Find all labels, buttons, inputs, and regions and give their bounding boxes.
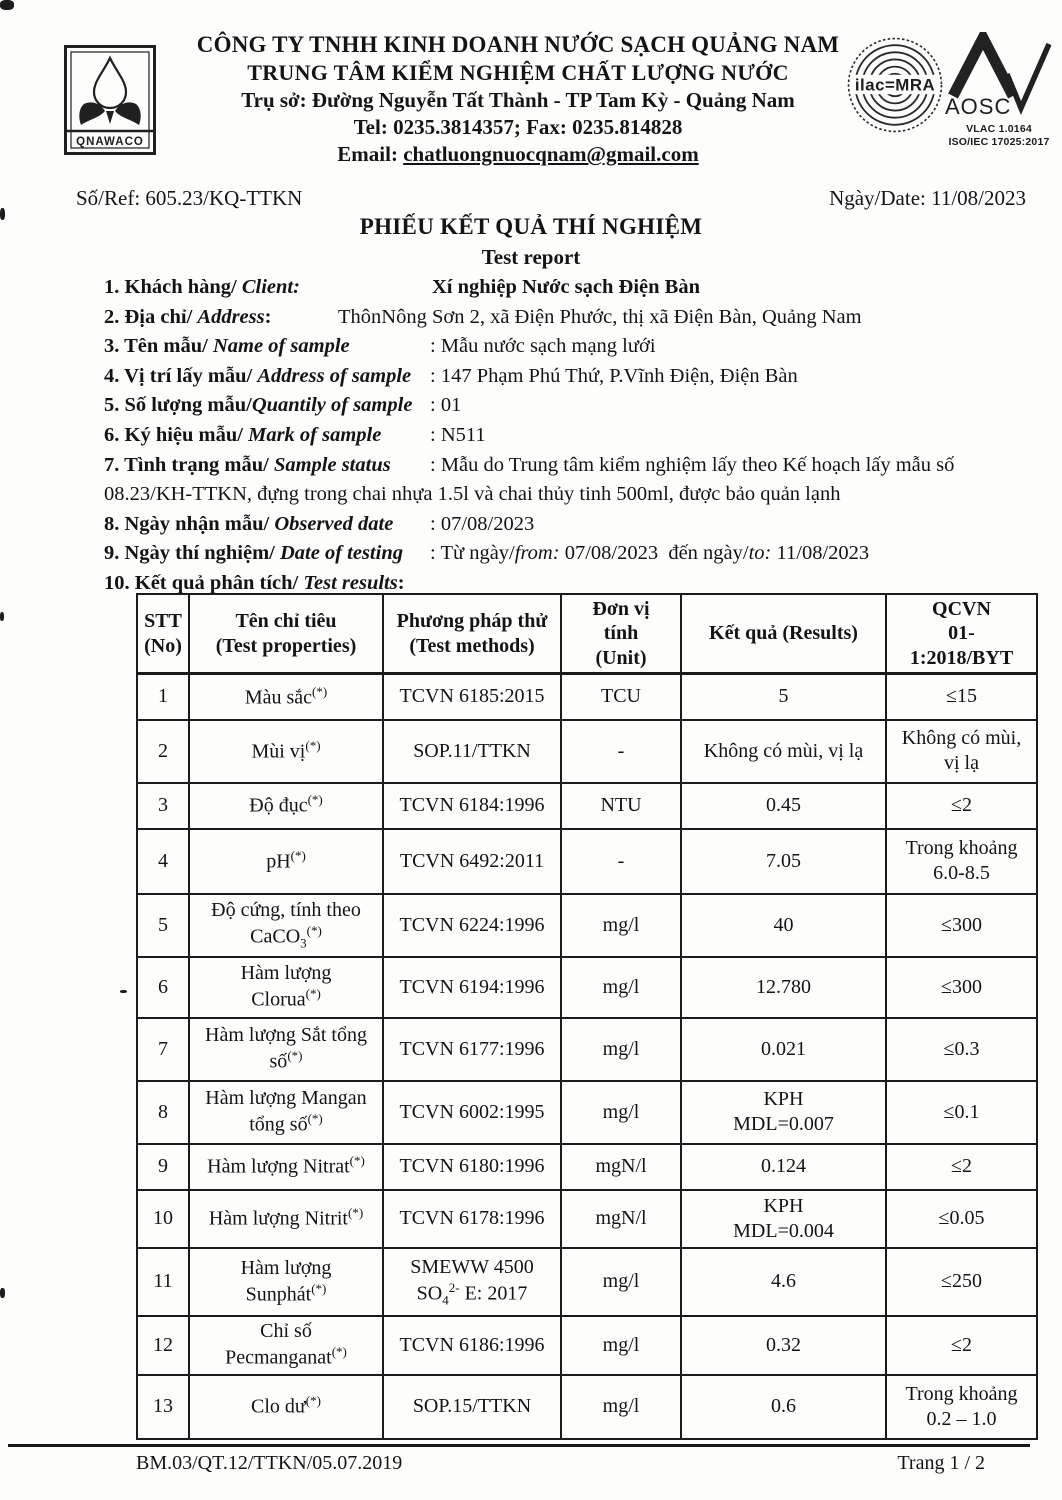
cell-test-property: Hàm lượng Sắt tổng số(*) xyxy=(189,1018,383,1081)
item-label: 7. Tình trạng mẫu/ Sample status xyxy=(104,453,391,476)
cell-result: 7.05 xyxy=(681,829,886,894)
report-title: PHIẾU KẾT QUẢ THÍ NGHIỆM xyxy=(359,214,703,239)
item-value: : 07/08/2023 xyxy=(430,512,535,535)
cell-qcvn-limit: ≤0.05 xyxy=(886,1190,1037,1248)
results-table-header xyxy=(137,594,1037,674)
report-subtitle: Test report xyxy=(481,245,581,269)
meta-row xyxy=(76,186,1026,211)
item-label: 8. Ngày nhận mẫu/ Observed date xyxy=(104,512,394,535)
footer-form-code: BM.03/QT.12/TTKN/05.07.2019 xyxy=(136,1452,403,1474)
cell-unit: mg/l xyxy=(561,1248,681,1316)
cell-unit: - xyxy=(561,720,681,783)
sample-info-item-9 xyxy=(104,539,1046,569)
cell-test-method: TCVN 6224:1996 xyxy=(383,894,561,957)
cell-test-property: Hàm lượng Clorua(*) xyxy=(189,957,383,1018)
cell-unit: mg/l xyxy=(561,894,681,957)
cell-result: 0.32 xyxy=(681,1316,886,1375)
table-row xyxy=(137,783,1037,829)
cell-stt: 9 xyxy=(137,1144,189,1190)
cell-unit: mg/l xyxy=(561,957,681,1018)
scan-artifact xyxy=(0,0,14,10)
cell-unit: mg/l xyxy=(561,1018,681,1081)
sample-info-item-8 xyxy=(104,510,1046,540)
scan-artifact xyxy=(120,990,127,993)
cell-test-property: pH(*) xyxy=(189,829,383,894)
cell-test-method: TCVN 6185:2015 xyxy=(383,674,561,720)
cell-test-property: Hàm lượng Sunphát(*) xyxy=(189,1248,383,1316)
footer-page-number: Trang 1 / 2 xyxy=(897,1452,985,1474)
table-row xyxy=(137,1081,1037,1144)
sample-info-item-4 xyxy=(104,362,1046,392)
item-value: : Mẫu do Trung tâm kiểm nghiệm lấy theo Kế hoạch lấy mẫu số xyxy=(430,453,955,476)
item-label: 4. Vị trí lấy mẫu/ Address of sample xyxy=(104,364,412,387)
sample-info-item-1 xyxy=(104,273,1046,303)
sample-info-item-7 xyxy=(104,451,1046,481)
sample-info-item-7-continuation: 08.23/KH-TTKN, đựng trong chai nhựa 1.5l và chai thủy tinh 500ml, được bảo quản lạnh xyxy=(104,483,841,506)
center-name: TRUNG TÂM KIỂM NGHIỆM CHẤT LƯỢNG NƯỚC xyxy=(247,60,789,85)
item-value: Xí nghiệp Nước sạch Điện Bàn xyxy=(432,276,700,298)
cell-stt: 7 xyxy=(137,1018,189,1081)
cell-result: KPH MDL=0.007 xyxy=(681,1081,886,1144)
sample-info-item-2 xyxy=(104,303,1046,333)
cell-test-property: Chỉ số Pecmanganat(*) xyxy=(189,1316,383,1375)
header-test-property: Tên chỉ tiêu (Test properties) xyxy=(189,594,383,674)
sample-info-item-6 xyxy=(104,421,1046,451)
aosc-logo-icon xyxy=(941,32,1057,118)
header-result: Kết quả (Results) xyxy=(681,594,886,674)
cell-qcvn-limit: ≤300 xyxy=(886,957,1037,1018)
cell-test-property: Hàm lượng Nitrat(*) xyxy=(189,1144,383,1190)
cell-test-method: TCVN 6177:1996 xyxy=(383,1018,561,1081)
cell-unit: mgN/l xyxy=(561,1144,681,1190)
email-line xyxy=(178,141,858,168)
cell-stt: 6 xyxy=(137,957,189,1018)
cell-qcvn-limit: ≤0.1 xyxy=(886,1081,1037,1144)
cell-test-property: Mùi vị(*) xyxy=(189,720,383,783)
cell-result: KPH MDL=0.004 xyxy=(681,1190,886,1248)
cell-result: 0.124 xyxy=(681,1144,886,1190)
sample-info xyxy=(104,273,1046,599)
table-row xyxy=(137,829,1037,894)
scan-artifact xyxy=(0,1288,5,1298)
cell-unit: TCU xyxy=(561,674,681,720)
cell-qcvn-limit: ≤2 xyxy=(886,1144,1037,1190)
cell-stt: 11 xyxy=(137,1248,189,1316)
cell-result: 5 xyxy=(681,674,886,720)
aosc-caption-iso: ISO/IEC 17025:2017 xyxy=(948,136,1050,148)
item-value: : Từ ngày/from: 07/08/2023 đến ngày/to: 11/08/2023 xyxy=(430,542,870,565)
cell-test-method: SMEWW 4500 $SO_4^{2-}$ E: 2017 xyxy=(383,1248,561,1316)
cell-unit: NTU xyxy=(561,783,681,829)
cell-result: 0.6 xyxy=(681,1375,886,1439)
cell-unit: mg/l xyxy=(561,1375,681,1439)
item-label: 3. Tên mẫu/ Name of sample xyxy=(104,335,350,358)
cell-qcvn-limit: Trong khoảng 6.0-8.5 xyxy=(886,829,1037,894)
cell-test-method: TCVN 6492:2011 xyxy=(383,829,561,894)
cell-stt: 13 xyxy=(137,1375,189,1439)
cell-qcvn-limit: ≤0.3 xyxy=(886,1018,1037,1081)
cell-test-method: SOP.15/TTKN xyxy=(383,1375,561,1439)
cell-stt: 10 xyxy=(137,1190,189,1248)
results-heading: 10. Kết quả phân tích/ Test results: xyxy=(104,571,405,594)
results-table xyxy=(136,593,1038,1440)
cell-qcvn-limit: ≤2 xyxy=(886,1316,1037,1375)
ilac-mra-stamp-text: ilac=MRA xyxy=(854,75,936,95)
item-label: 2. Địa chỉ/ Address: xyxy=(104,305,272,328)
item-label: 9. Ngày thí nghiệm/ Date of testing xyxy=(104,542,403,565)
cell-stt: 12 xyxy=(137,1316,189,1375)
cell-result: 40 xyxy=(681,894,886,957)
email-label: Email: xyxy=(337,142,398,166)
table-row xyxy=(137,1248,1037,1316)
qnawaco-logo-icon xyxy=(64,44,156,156)
tel-fax: Tel: 0235.3814357; Fax: 0235.814828 xyxy=(353,115,683,139)
table-row xyxy=(137,1190,1037,1248)
table-row xyxy=(137,720,1037,783)
table-row xyxy=(137,1144,1037,1190)
cell-test-property: Hàm lượng Mangan tổng số(*) xyxy=(189,1081,383,1144)
sample-info-item-5 xyxy=(104,391,1046,421)
cell-stt: 3 xyxy=(137,783,189,829)
item-label: 6. Ký hiệu mẫu/ Mark of sample xyxy=(104,423,382,446)
sample-info-item-3 xyxy=(104,332,1046,362)
cell-unit: - xyxy=(561,829,681,894)
results-table-body xyxy=(137,674,1037,1439)
footer-rule xyxy=(8,1444,1030,1447)
ref-number: Số/Ref: 605.23/KQ-TTKN xyxy=(76,186,303,210)
cell-qcvn-limit: ≤300 xyxy=(886,894,1037,957)
cell-test-method: TCVN 6178:1996 xyxy=(383,1190,561,1248)
report-date: Ngày/Date: 11/08/2023 xyxy=(829,186,1026,210)
qnawaco-logo xyxy=(64,44,156,156)
table-row xyxy=(137,894,1037,957)
cell-result: 4.6 xyxy=(681,1248,886,1316)
cell-qcvn-limit: Không có mùi, vị lạ xyxy=(886,720,1037,783)
item-value: ThônNông Sơn 2, xã Điện Phước, thị xã Điện Bàn, Quảng Nam xyxy=(338,305,862,328)
item-value: : 147 Phạm Phú Thứ, P.Vĩnh Điện, Điện Bàn xyxy=(430,364,798,387)
cell-test-property: Hàm lượng Nitrit(*) xyxy=(189,1190,383,1248)
cell-stt: 4 xyxy=(137,829,189,894)
cell-qcvn-limit: Trong khoảng 0.2 – 1.0 xyxy=(886,1375,1037,1439)
email-link[interactable]: chatluongnuocqnam@gmail.com xyxy=(403,142,699,166)
cell-test-method: TCVN 6194:1996 xyxy=(383,957,561,1018)
item-value: : N511 xyxy=(430,423,486,446)
header-unit: Đơn vị tính (Unit) xyxy=(561,594,681,674)
ilac-mra-stamp-icon xyxy=(846,36,944,134)
cell-result: 0.45 xyxy=(681,783,886,829)
item-value: : Mẫu nước sạch mạng lưới xyxy=(430,335,656,358)
table-row xyxy=(137,1018,1037,1081)
cell-result: 12.780 xyxy=(681,957,886,1018)
header-qcvn-limit: QCVN 01- 1:2018/BYT xyxy=(886,594,1037,674)
cell-stt: 1 xyxy=(137,674,189,720)
cell-test-method: TCVN 6184:1996 xyxy=(383,783,561,829)
cell-qcvn-limit: ≤250 xyxy=(886,1248,1037,1316)
cell-test-property: Độ cứng, tính theo CaCO$_3$(*) xyxy=(189,894,383,957)
letterhead xyxy=(178,30,858,168)
cell-test-method: SOP.11/TTKN xyxy=(383,720,561,783)
cell-qcvn-limit: ≤2 xyxy=(886,783,1037,829)
cell-test-property: Clo dư(*) xyxy=(189,1375,383,1439)
table-row xyxy=(137,1375,1037,1439)
table-row xyxy=(137,957,1037,1018)
cell-qcvn-limit: ≤15 xyxy=(886,674,1037,720)
cell-test-method: TCVN 6002:1995 xyxy=(383,1081,561,1144)
aosc-logo xyxy=(940,32,1058,149)
scan-artifact xyxy=(0,612,4,621)
cell-stt: 5 xyxy=(137,894,189,957)
aosc-logo-text: AOSC xyxy=(945,94,1012,118)
cell-test-property: Độ đục(*) xyxy=(189,783,383,829)
cell-test-property: Màu sắc(*) xyxy=(189,674,383,720)
footer xyxy=(136,1452,985,1475)
cell-stt: 8 xyxy=(137,1081,189,1144)
cell-result: 0.021 xyxy=(681,1018,886,1081)
item-value: : 01 xyxy=(430,394,462,417)
qnawaco-logo-text: QNAWACO xyxy=(76,136,144,148)
cell-stt: 2 xyxy=(137,720,189,783)
cell-unit: mg/l xyxy=(561,1081,681,1144)
cell-result: Không có mùi, vị lạ xyxy=(681,720,886,783)
table-row xyxy=(137,674,1037,720)
company-name: CÔNG TY TNHH KINH DOANH NƯỚC SẠCH QUẢNG NAM xyxy=(196,32,840,57)
hq-address: Trụ sở: Đường Nguyễn Tất Thành - TP Tam Kỳ - Quảng Nam xyxy=(241,88,795,112)
cell-unit: mg/l xyxy=(561,1316,681,1375)
item-label: 5. Số lượng mẫu/Quantily of sample xyxy=(104,394,413,417)
table-row xyxy=(137,1316,1037,1375)
results-table-wrap xyxy=(136,593,1038,1440)
header-stt: STT (No) xyxy=(137,594,189,674)
item-label: 1. Khách hàng/ Client: xyxy=(104,276,300,298)
cell-unit: mgN/l xyxy=(561,1190,681,1248)
cell-test-method: TCVN 6180:1996 xyxy=(383,1144,561,1190)
cell-test-method: TCVN 6186:1996 xyxy=(383,1316,561,1375)
aosc-caption-vlac: VLAC 1.0164 xyxy=(966,123,1032,135)
header-test-method: Phương pháp thử (Test methods) xyxy=(383,594,561,674)
